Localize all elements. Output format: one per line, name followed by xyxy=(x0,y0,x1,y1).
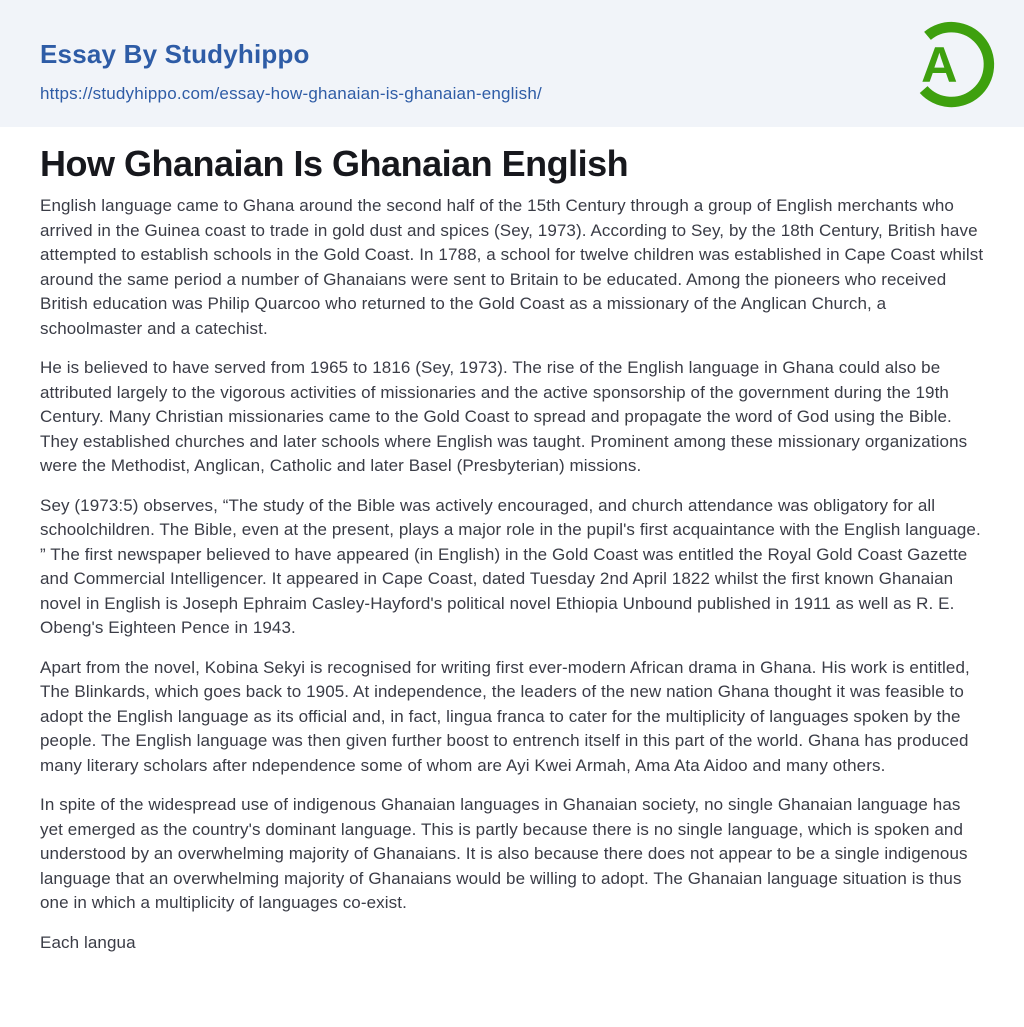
article-paragraph: Apart from the novel, Kobina Sekyi is recognised for writing first ever-modern African drama in Ghana. His work is entitled, The Blinkards, which goes back to 1905. At independence, the leaders of the new nation Ghana thought it was feasible to adopt the English language as its official and, in fact, lingua franca to cater for the multiplicity of languages spoken by the people. The English language was then given further boost to entrench itself in this part of the world. Ghana has produced many literary scholars after ndependence some of whom are Ayi Kwei Armah, Ama Ata Aidoo and many others. xyxy=(40,657,970,775)
article-paragraph: In spite of the widespread use of indigenous Ghanaian languages in Ghanaian society, no single Ghanaian language has yet emerged as the country's dominant language. This is partly because there is no single language, which is spoken and understood by an overwhelming majority of Ghanaians. It is also because there does not appear to be a single indigenous language that an overwhelming majority of Ghanaians would be willing to adopt. The Ghanaian language situation is thus one in which a multiplicity of languages co-exist. xyxy=(40,795,968,912)
article-paragraph: English language came to Ghana around the second half of the 15th Century through a group of English merchants who arrived in the Guinea coast to trade in gold dust and spices (Sey, 1973). According to Sey, by the 18th Century, British have attempted to establish schools in the Gold Coast. In 1788, a school for twelve children was established in Cape Coast whilst around the same period a number of Ghanaians were sent to Britain to be educated. Among the pioneers who received British education was Philip Quarcoo who returned to the Gold Coast as a missionary of the Anglican Church, a schoolmaster and a catechist. xyxy=(40,196,984,338)
studyhippo-logo xyxy=(908,21,995,108)
logo-letter: A xyxy=(921,35,958,93)
article-body xyxy=(40,194,984,955)
article-paragraph: He is believed to have served from 1965 to 1816 (Sey, 1973). The rise of the English language in Ghana could also be attributed largely to the vigorous activities of missionaries and the active sponsorship of the government during the 19th Century. Many Christian missionaries came to the Gold Coast to spread and propagate the word of God using the Bible. They established churches and later schools where English was taught. Prominent among these missionary organizations were the Methodist, Anglican, Catholic and later Basel (Presbyterian) missions. xyxy=(40,358,968,475)
logo-arc-icon xyxy=(908,21,995,108)
site-title: Essay By Studyhippo xyxy=(40,39,310,69)
article-content xyxy=(0,143,1024,955)
source-url-link[interactable]: https://studyhippo.com/essay-how-ghanaian-is-ghanaian-english/ xyxy=(40,83,542,103)
page-header xyxy=(0,0,1024,127)
article-paragraph: Sey (1973:5) observes, “The study of the Bible was actively encouraged, and church attendance was obligatory for all schoolchildren. The Bible, even at the present, plays a major role in the pupil's first acquaintance with the English language. ” The first newspaper believed to have appeared (in English) in the Gold Coast was entitled the Royal Gold Coast Gazette and Commercial Intelligencer. It appeared in Cape Coast, dated Tuesday 2nd April 1822 whilst the first known Ghanaian novel in English is Joseph Ephraim Casley-Hayford's political novel Ethiopia Unbound published in 1911 as well as R. E. Obeng's Eighteen Pence in 1943. xyxy=(40,495,981,637)
article-title: How Ghanaian Is Ghanaian English xyxy=(40,143,629,184)
article-paragraph-truncated: Each langua xyxy=(40,932,136,952)
